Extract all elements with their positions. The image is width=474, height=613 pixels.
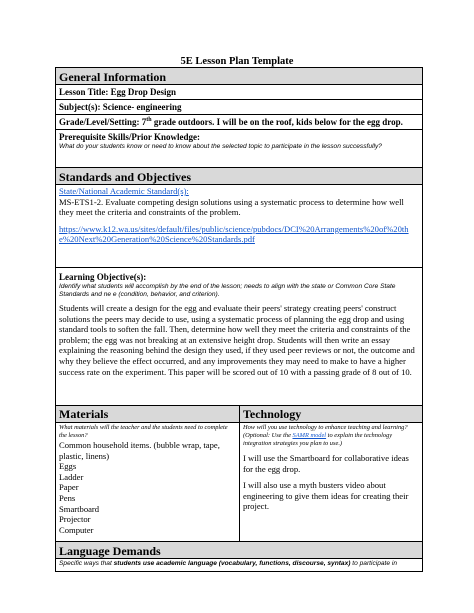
grade-superscript: th [146, 117, 152, 123]
grade-prefix: Grade/Level/Setting: 7 [59, 117, 147, 127]
language-demands-section [56, 559, 422, 571]
materials-item: Paper [59, 482, 79, 493]
materials-item: Smartboard [59, 503, 100, 514]
prerequisite-section [56, 130, 422, 168]
lesson-title: Lesson Title: Egg Drop Design [56, 85, 422, 100]
subjects: Subject(s): Science- engineering [56, 100, 422, 115]
materials-prompt: What materials will the teacher and the students need to complete the lesson? [59, 424, 228, 439]
language-prompt-bold: students use academic language (vocabulary, functions, discourse, syntax) [113, 560, 351, 567]
technology-column [239, 423, 422, 541]
materials-item: Common household items. (bubble wrap, tape, plastic, linens) [59, 440, 220, 461]
standards-section [56, 185, 422, 268]
document-title: 5E Lesson Plan Template [180, 56, 294, 67]
learning-objectives-label: Learning Objective(s): [59, 272, 147, 282]
materials-column [56, 423, 239, 541]
materials-item: Pens [59, 492, 76, 503]
state-standard-link[interactable]: State/National Academic Standard(s): [59, 186, 189, 196]
grade-suffix: grade outdoors. I will be on the roof, kids below for the egg drop. [151, 117, 403, 127]
materials-item: Computer [59, 524, 94, 535]
technology-prompt-text-2: to explain the technology integration strategies you plan to use.) [243, 432, 393, 447]
learning-objectives-section [56, 268, 422, 406]
learning-objectives-prompt: Identify what students will accomplish by the end of the lesson; needs to align with the state or Common Core State Standards and ne e (condition, behavior, and criterion). [59, 283, 396, 298]
general-information-heading: General Information [56, 68, 422, 85]
language-demands-prompt [59, 560, 419, 568]
materials-technology-heading-row [56, 406, 422, 423]
standards-url-link[interactable]: https://www.k12.wa.us/sites/default/files/public/science/pubdocs/DCI%20Arrangements%20of%20the%20Next%20Generation%20Science%20Standards.pdf [59, 223, 409, 245]
technology-prompt-text: How will you use technology to enhance teaching and learning? (Optional: Use the [243, 424, 408, 439]
materials-technology-content-row [56, 423, 422, 542]
prerequisite-prompt: What do your students know or need to know about the selected topic to participate in the lesson successfully? [59, 143, 382, 150]
learning-objectives-text: Students will create a design for the egg and evaluate their peers' strategy creating peers' construct solutions the peers may decide to use, using a systematic process of planning the egg drop and using standard tools to soften the fall. Then, determine how well they meet the criteria and constraints of the problem; the egg was not breaking at an extensive height drop. Students will then write an essay explaining the reasoning behind the design they used, if they used peer reviews or not, the outcome and why they believe the effect occurred, and any improvements they may need to make to have a higher success rate on the experiment. This paper will be scored out of 10 with a passing grade of 8 out of 10. [59, 303, 415, 377]
language-demands-heading: Language Demands [56, 542, 422, 559]
standards-heading: Standards and Objectives [56, 168, 422, 185]
technology-paragraph-2: I will also use a myth busters video about engineering to give them ideas for creating their project. [243, 480, 409, 512]
materials-heading: Materials [59, 407, 109, 421]
materials-item: Projector [59, 514, 91, 525]
technology-prompt [243, 424, 419, 448]
materials-item: Eggs [59, 461, 77, 472]
grade-level-setting [56, 115, 422, 130]
language-prompt-a: Specific ways that [59, 560, 114, 567]
materials-item: Ladder [59, 471, 84, 482]
prerequisite-label: Prerequisite Skills/Prior Knowledge: [59, 132, 200, 142]
standard-text: MS-ETS1-2. Evaluate competing design solutions using a systematic process to determine how well they meet the criteria and constraints of the problem. [59, 196, 404, 218]
technology-paragraph-1: I will use the Smartboard for collaborative ideas for the egg drop. [243, 453, 409, 474]
technology-heading: Technology [239, 406, 422, 422]
samr-model-link[interactable]: SAMR model [292, 432, 327, 439]
lesson-plan-table [55, 67, 423, 572]
language-prompt-b: to participate in [350, 560, 398, 567]
